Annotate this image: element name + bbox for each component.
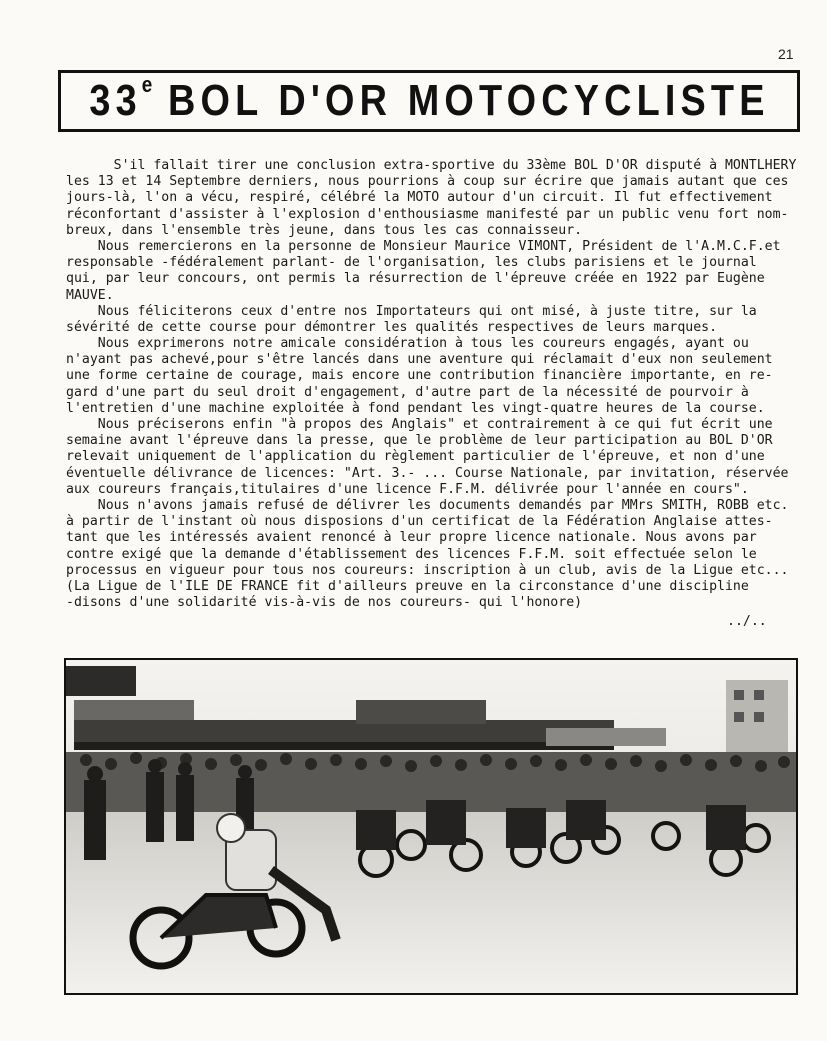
text-line: les 13 et 14 Septembre derniers, nous pourrions à coup sur écrire que jamais autant que ces xyxy=(66,174,789,190)
text-line: l'entretien d'une machine exploitée à fond pendant les vingt-quatre heures de la course. xyxy=(66,400,765,416)
text-line: une forme certaine de courage, mais encore une contribution financière importante, en re- xyxy=(66,368,773,384)
text-line: réconfortant d'assister à l'explosion d'enthousiasme manifesté par un public venu fort nom- xyxy=(66,206,789,222)
text-line: S'il fallait tirer une conclusion extra-sportive du 33ème BOL D'OR disputé à MONTLHERY xyxy=(66,158,797,173)
article-body xyxy=(66,158,827,611)
page-title xyxy=(88,72,770,126)
text-line: Nous préciserons enfin "à propos des Anglais" et contrairement à ce qui fut écrit une xyxy=(66,417,773,432)
text-line: (La Ligue de l'ILE DE FRANCE fit d'ailleurs preuve en la circonstance d'une discipline xyxy=(66,578,749,594)
text-line: -disons d'une solidarité vis-à-vis de nos coureurs- qui l'honore) xyxy=(66,595,583,611)
text-line: contre exigé que la demande d'établissement des licences F.F.M. soit effectuée selon le xyxy=(66,546,757,562)
text-line: aux coureurs français,titulaires d'une licence F.F.M. délivrée pour l'année en cours". xyxy=(66,481,749,497)
text-line: qui, par leur concours, ont permis la résurrection de l'épreuve créée en 1922 par Eugène xyxy=(66,271,765,287)
text-line: n'ayant pas achevé,pour s'être lancés dans une aventure qui réclamait d'eux non seulement xyxy=(66,352,773,368)
text-line: gard d'une part du seul droit d'engagement, d'autre part de la nécessité de pourvoir à xyxy=(66,384,749,400)
continuation-mark: ../.. xyxy=(727,614,767,629)
text-line: tant que les intéressés avaient renoncé à leur propre licence nationale. Nous avons par xyxy=(66,530,757,546)
text-line: breux, dans l'ensemble très jeune, dans tous les cas connaisseur. xyxy=(66,222,583,238)
title-text: BOL D'OR MOTOCYCLISTE xyxy=(167,76,770,125)
text-line: MAUVE. xyxy=(66,287,114,303)
text-line: sévérité de cette course pour démontrer les qualités respectives de leurs marques. xyxy=(66,319,718,335)
text-line: Nous féliciterons ceux d'entre nos Importateurs qui ont misé, à juste titre, sur la xyxy=(66,303,757,319)
title-superscript: e xyxy=(141,72,152,97)
text-line: responsable -fédéralement parlant- de l'organisation, les clubs parisiens et le journal xyxy=(66,255,757,271)
title-banner xyxy=(58,70,800,132)
text-line: jours-là, l'on a vécu, respiré, célébré la MOTO autour d'un circuit. Il fut effectivement xyxy=(66,190,773,206)
text-line: processus en vigueur pour tous nos coureurs: inscription à un club, avis de la Ligue etc... xyxy=(66,562,789,578)
text-line: à partir de l'instant où nous disposions d'un certificat de la Fédération Anglaise attes- xyxy=(66,514,773,530)
text-line: Nous n'avons jamais refusé de délivrer les documents demandés par MMrs SMITH, ROBB etc. xyxy=(66,497,789,513)
title-number: 33 xyxy=(88,76,142,125)
race-start-photo xyxy=(64,658,798,995)
text-line: Nous remercierons en la personne de Monsieur Maurice VIMONT, Président de l'A.M.C.F.et xyxy=(66,238,781,254)
text-line: Nous exprimerons notre amicale considération à tous les coureurs engagés, ayant ou xyxy=(66,336,749,352)
photo-illustration xyxy=(66,660,796,993)
text-line: semaine avant l'épreuve dans la presse, que le problème de leur participation au BOL D'OR xyxy=(66,433,773,449)
page-number: 21 xyxy=(778,46,794,62)
text-line: relevait uniquement de l'application du règlement particulier de l'épreuve, et non d'une xyxy=(66,449,765,465)
text-line: éventuelle délivrance de licences: "Art. 3.- ... Course Nationale, par invitation, réservée xyxy=(66,465,789,481)
